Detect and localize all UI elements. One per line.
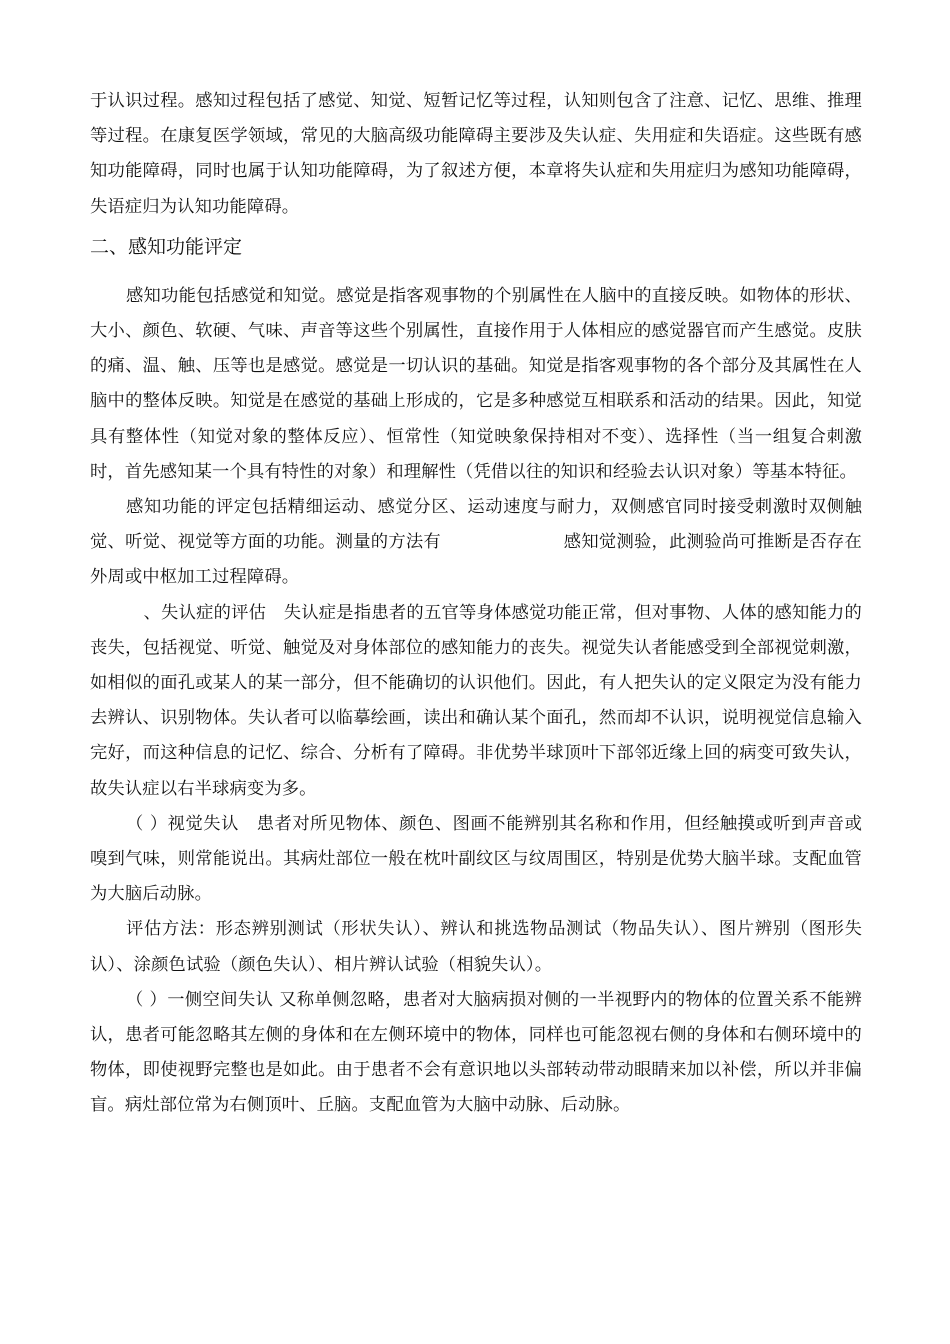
document-page — [90, 84, 862, 1124]
paragraph-agnosia-assessment: 、失认症的评估 失认症是指患者的五官等身体感觉功能正常，但对事物、人体的感知能力的丧失，包括视觉、听觉、触觉及对身体部位的感知能力的丧失。视觉失认者能感受到全部视觉刺激，如相似的面孔或某人的某一部分，但不能确切的认识他们。因此，有人把失认的定义限定为没有能力去辨认、识别物体。失认者可以临摹绘画，读出和确认某个面孔，然而却不认识，说明视觉信息输入完好，而这种信息的记忆、综合、分析有了障碍。非优势半球顶叶下部邻近缘上回的病变可致失认，故失认症以右半球病变为多。 — [90, 602, 862, 799]
paragraph-visual-agnosia: （ ）视觉失认 患者对所见物体、颜色、图画不能辨别其名称和作用，但经触摸或听到声音或嗅到气味，则常能说出。其病灶部位一般在枕叶副纹区与纹周围区，特别是优势大脑半球。支配血管为大脑后动脉。 — [90, 813, 862, 905]
section-heading-perception-assessment: 二、感知功能评定 — [90, 235, 243, 258]
paragraph-perception-definition: 感知功能包括感觉和知觉。感觉是指客观事物的个别属性在人脑中的直接反映。如物体的形状、大小、颜色、软硬、气味、声音等这些个别属性，直接作用于人体相应的感觉器官而产生感觉。皮肤的痛、温、触、压等也是感觉。感觉是一切认识的基础。知觉是指客观事物的各个部分及其属性在人脑中的整体反映。知觉是在感觉的基础上形成的，它是多种感觉互相联系和活动的结果。因此，知觉具有整体性（知觉对象的整体反应）、恒常性（知觉映象保持相对不变）、选择性（当一组复合刺激时，首先感知某一个具有特性的对象）和理解性（凭借以往的知识和经验去认识对象）等基本特征。 — [90, 285, 862, 482]
paragraph-assessment-methods-list: 评估方法：形态辨别测试（形状失认）、辨认和挑选物品测试（物品失认）、图片辨别（图形失认）、涂颜色试验（颜色失认）、相片辨认试验（相貌失认）。 — [90, 919, 862, 975]
paragraph-perception-assessment-methods: 感知功能的评定包括精细运动、感觉分区、运动速度与耐力，双侧感官同时接受刺激时双侧触觉、听觉、视觉等方面的功能。测量的方法有 感知觉测验，此测验尚可推断是否存在外周或中枢加工过程障碍。 — [90, 497, 862, 588]
paragraph-intro-continuation: 于认识过程。感知过程包括了感觉、知觉、短暂记忆等过程，认知则包含了注意、记忆、思维、推理等过程。在康复医学领域，常见的大脑高级功能障碍主要涉及失认症、失用症和失语症。这些既有感知功能障碍，同时也属于认知功能障碍，为了叙述方便，本章将失认症和失用症归为感知功能障碍，失语症归为认知功能障碍。 — [90, 91, 862, 217]
paragraph-unilateral-spatial-neglect: （ ）一侧空间失认 又称单侧忽略，患者对大脑病损对侧的一半视野内的物体的位置关系不能辨认，患者可能忽略其左侧的身体和在左侧环境中的物体，同样也可能忽视右侧的身体和右侧环境中的物体，即使视野完整也是如此。由于患者不会有意识地以头部转动带动眼睛来加以补偿，所以并非偏盲。病灶部位常为右侧顶叶、丘脑。支配血管为大脑中动脉、后动脉。 — [90, 989, 862, 1116]
